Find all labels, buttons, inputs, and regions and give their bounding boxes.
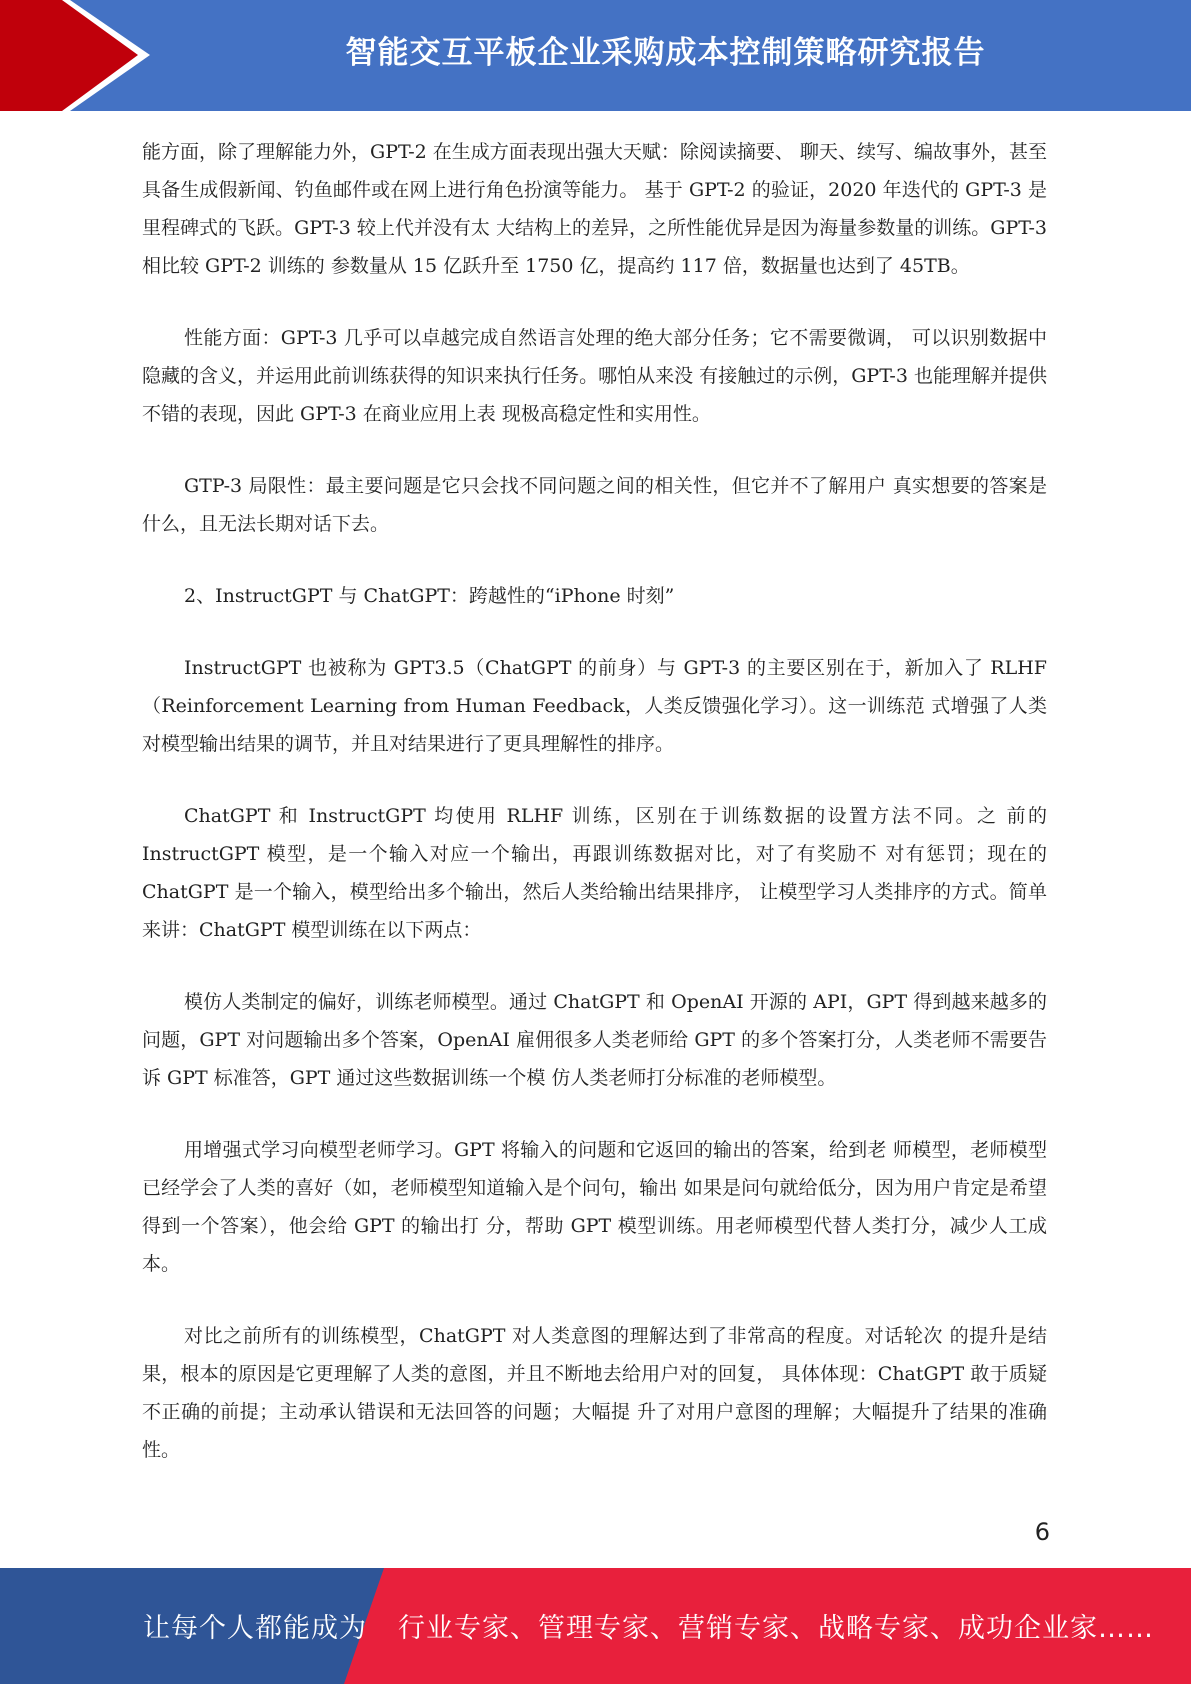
report-title: 智能交互平板企业采购成本控制策略研究报告 [345, 35, 986, 71]
paragraph-reinforcement-learning: 用增强式学习向模型老师学习。GPT 将输入的问题和它返回的输出的答案，给到老 师模型，老师模型已经学会了人类的喜好（如，老师模型知道输入是个问句，输出 如果是问句就给低分，因为用户肯定是希望得到一个答案），他会给 GPT 的输出打 分，帮助 GPT 模型训练。用老师模型代替人类打分，减少人工成本。 [142, 1139, 1047, 1275]
paragraph-gpt3-limitations: GTP-3 局限性：最主要问题是它只会找不同问题之间的相关性，但它并不了解用户 真实想要的答案是什么，且无法长期对话下去。 [142, 475, 1047, 535]
page-number: 6 [1034, 1518, 1050, 1546]
section-heading-instructgpt-chatgpt: 2、InstructGPT 与 ChatGPT：跨越性的“iPhone 时刻” [184, 585, 675, 607]
document-body [142, 133, 1047, 1503]
paragraph-gpt3-performance: 性能方面：GPT-3 几乎可以卓越完成自然语言处理的绝大部分任务；它不需要微调， 可以识别数据中隐藏的含义，并运用此前训练获得的知识来执行任务。哪怕从来没 有接触过的示例，GPT-3 也能理解并提供不错的表现，因此 GPT-3 在商业应用上表 现极高稳定性和实用性。 [142, 327, 1047, 425]
paragraph-teacher-model: 模仿人类制定的偏好，训练老师模型。通过 ChatGPT 和 OpenAI 开源的 API，GPT 得到越来越多的问题，GPT 对问题输出多个答案，OpenAI 雇佣很多人类老师给 GPT 的多个答案打分，人类老师不需要告诉 GPT 标准答，GPT 通过这些数据训练一个模 仿人类老师打分标准的老师模型。 [142, 991, 1047, 1089]
page-footer [0, 1568, 1191, 1684]
paragraph-instructgpt-rlhf: InstructGPT 也被称为 GPT3.5（ChatGPT 的前身）与 GPT-3 的主要区别在于，新加入了 RLHF（Reinforcement Learning from Human Feedback，人类反馈强化学习）。这一训练范 式增强了人类对模型输出结果的调节，并且对结果进行了更具理解性的排序。 [142, 657, 1047, 755]
footer-slogan-left: 让每个人都能成为 [143, 1613, 367, 1644]
paragraph-chatgpt-vs-instructgpt: ChatGPT 和 InstructGPT 均使用 RLHF 训练，区别在于训练数据的设置方法不同。之 前的 InstructGPT 模型，是一个输入对应一个输出，再跟训练数据对比，对了有奖励不 对有惩罚；现在的 ChatGPT 是一个输入，模型给出多个输出，然后人类给输出结果排序， 让模型学习人类排序的方式。简单来讲：ChatGPT 模型训练在以下两点： [142, 805, 1047, 941]
paragraph-intent-understanding: 对比之前所有的训练模型，ChatGPT 对人类意图的理解达到了非常高的程度。对话轮次 的提升是结果，根本的原因是它更理解了人类的意图，并且不断地去给用户对的回复， 具体体现：ChatGPT 敢于质疑不正确的前提；主动承认错误和无法回答的问题；大幅提 升了对用户意图的理解；大幅提升了结果的准确性。 [142, 1325, 1047, 1461]
footer-slogan-right: 行业专家、管理专家、营销专家、战略专家、成功企业家…… [398, 1613, 1154, 1644]
paragraph-gpt2-gpt3: 能方面，除了理解能力外，GPT-2 在生成方面表现出强大天赋：除阅读摘要、 聊天、续写、编故事外，甚至具备生成假新闻、钓鱼邮件或在网上进行角色扮演等能力。 基于 GPT-2 的验证，2020 年迭代的 GPT-3 是里程碑式的飞跃。GPT-3 较上代并没有太 大结构上的差异，之所性能优异是因为海量参数量的训练。GPT-3 相比较 GPT-2 训练的 参数量从 15 亿跃升至 1750 亿，提高约 117 倍，数据量也达到了 45TB。 [142, 141, 1047, 277]
page-header [0, 0, 1191, 111]
